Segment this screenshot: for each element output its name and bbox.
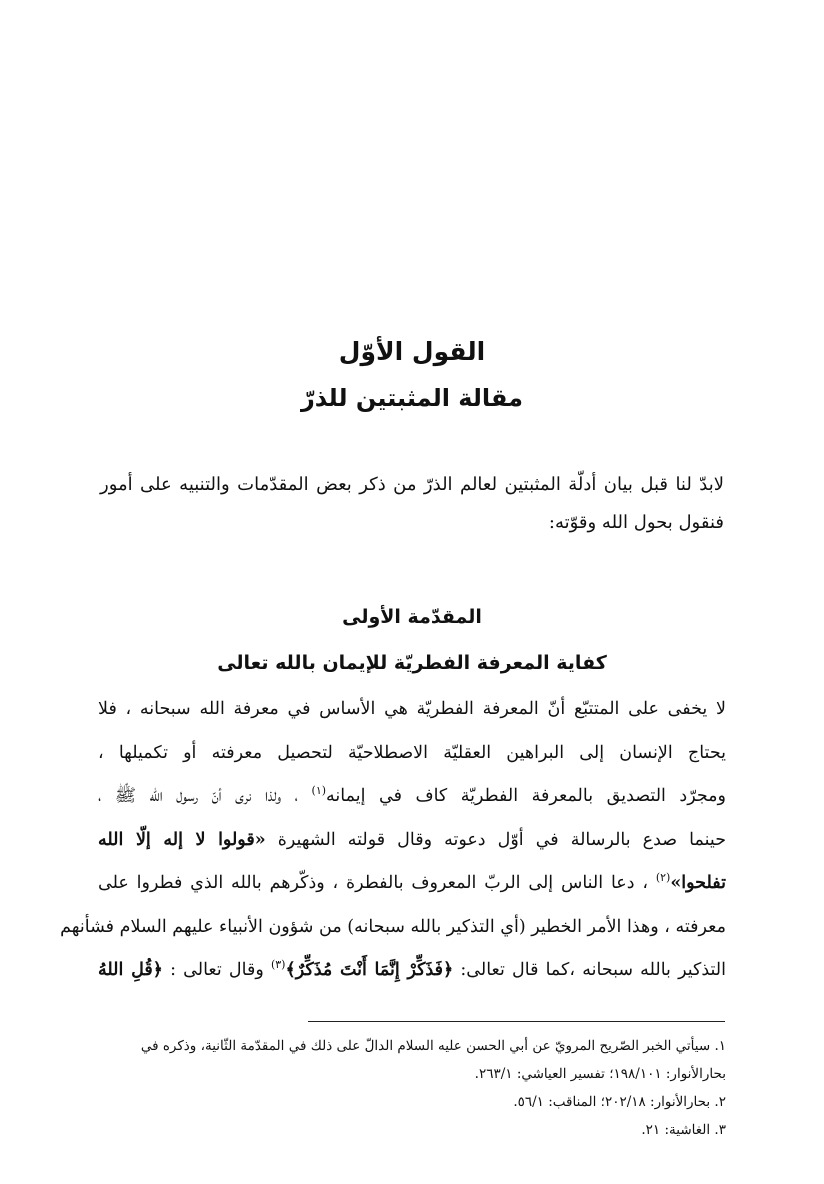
footnote-divider [308, 1021, 725, 1022]
footnote-2: ٢. بحارالأنوار: ٢٠٢/١٨؛ المناقب: ٥٦/١. [513, 1094, 726, 1110]
body-line: يحتاج الإنسان إلى البراهين العقليّة الاصطلاحيّة لتحصيل معرفته أو تكميلها ، [98, 742, 726, 763]
footnote-reference: (٣) [270, 958, 286, 972]
body-line [98, 775, 726, 819]
footnote-1: ١. سيأتي الخبر الصّريح المرويّ عن أبي الحسن عليه السلام الدالّ على ذلك في المقدّمة الثّانية، وذكره في [140, 1038, 726, 1054]
hadith-quote-end: تفلحوا» [670, 873, 726, 893]
body-paragraph [60, 688, 727, 993]
body-text-segment: ، دعا الناس إلى الربّ المعروف بالفطرة ، وذكّرهم بالله الذي فطروا على [98, 873, 656, 893]
body-text-segment: ، ولذا نرى أنّ رسول الله ﷺ ، [98, 786, 312, 806]
body-text-segment: ومجرّد التصديق بالمعرفة الفطريّة كاف في إيمانه [326, 786, 726, 806]
section-title: المقدّمة الأولى [342, 606, 482, 628]
footnote-reference: (٢) [655, 871, 671, 885]
footnote-3: ٣. الغاشية: ٢١. [641, 1122, 726, 1138]
body-line [98, 862, 726, 906]
hadith-quote: «قولوا لا إله إلّا الله [98, 829, 266, 850]
body-text-segment: حينما صدع بالرسالة في أوّل دعوته وقال قولته الشهيرة [265, 829, 727, 850]
body-text-segment: التذكير بالله سبحانه ،كما قال تعالى: [453, 960, 726, 980]
chapter-title: القول الأوّل [338, 337, 486, 366]
body-line: معرفته ، وهذا الأمر الخطير (أي التذكير بالله سبحانه) من شؤون الأنبياء عليهم السلام فشأنهم [60, 916, 726, 937]
chapter-subtitle: مقالة المثبتين للذرّ [300, 384, 524, 412]
footnote-reference: (١) [311, 784, 327, 798]
body-text-segment: وقال تعالى : [162, 960, 271, 980]
quran-verse: ﴿قُلِ اللهُ [98, 960, 163, 980]
footnote-1-continued: بحارالأنوار: ١٩٨/١٠١؛ تفسير العياشي: ٢٦٣/١. [474, 1066, 726, 1082]
footnotes [98, 1032, 726, 1144]
body-line [98, 819, 726, 863]
section-subtitle: كفاية المعرفة الفطريّة للإيمان بالله تعالى [217, 652, 607, 674]
body-line [98, 949, 726, 993]
quran-verse: ﴿فَذَكِّرْ إِنَّمَا أَنْتَ مُذَكِّرٌ﴾ [285, 960, 454, 980]
intro-paragraph: لابدّ لنا قبل بيان أدلّة المثبتين لعالم الذرّ من ذكر بعض المقدّمات والتنبيه على أمور فنقول بحول الله وقوّته: [100, 474, 724, 533]
body-line: لا يخفى على المتتبّع أنّ المعرفة الفطريّة هي الأساس في معرفة الله سبحانه ، فلا [98, 699, 726, 719]
